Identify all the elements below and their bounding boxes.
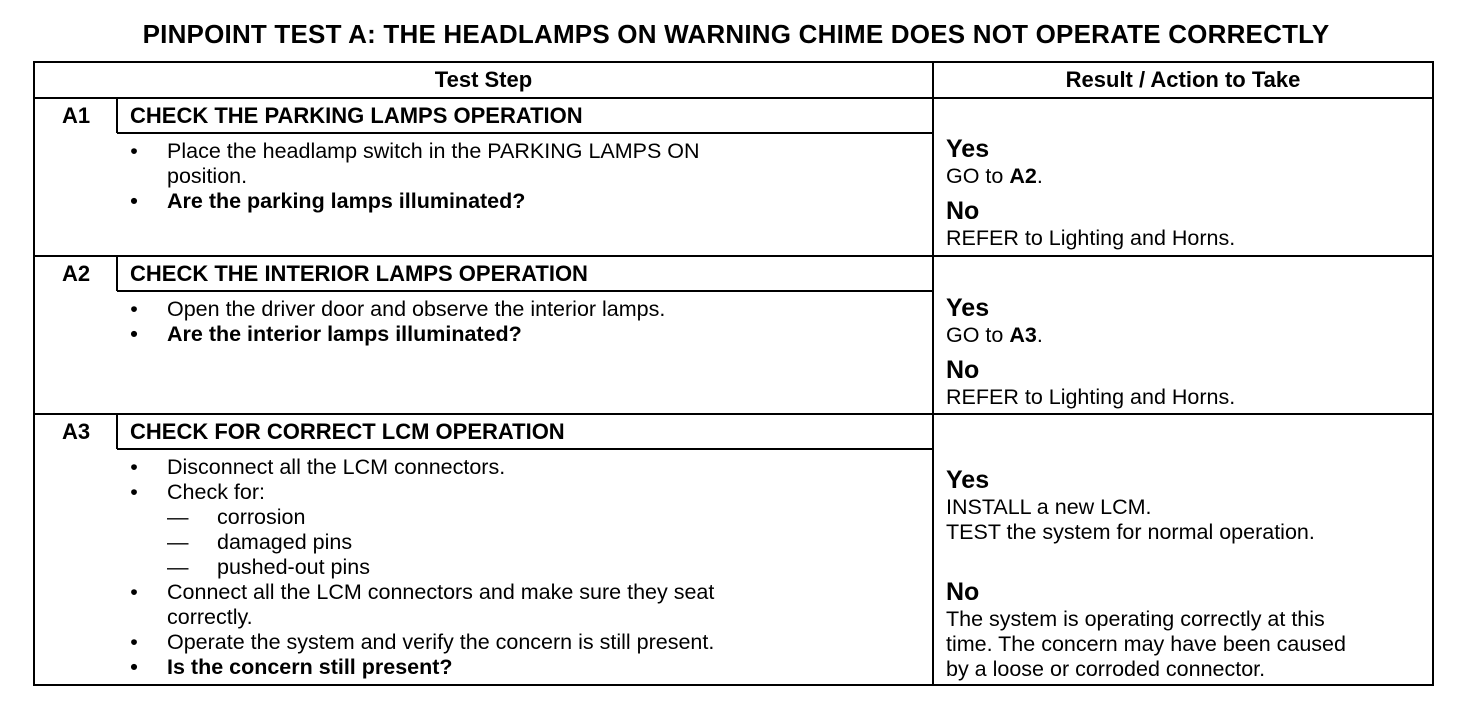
result-no-action: REFER to Lighting and Horns. [946,385,1236,409]
step-title: CHECK FOR CORRECT LCM OPERATION [130,419,565,444]
list-item-question: • Is the concern still present? [127,655,927,680]
result-yes-label: Yes [946,294,990,322]
step-instructions [127,455,927,680]
pinpoint-test-table [33,61,1434,686]
result-no-label: No [946,578,980,606]
sub-item: — pushed-out pins [167,555,370,579]
sub-item: — damaged pins [167,530,353,554]
bullet-icon: • [130,630,138,654]
step-title: CHECK THE PARKING LAMPS OPERATION [130,103,583,128]
list-item-question: • Are the interior lamps illuminated? [127,322,927,347]
bullet-icon: • [130,189,138,213]
header-result: Result / Action to Take [1065,67,1301,92]
dash-icon: — [167,530,189,554]
result-yes-label: Yes [946,135,990,163]
header-test-step: Test Step [434,67,533,92]
result-no-label: No [946,356,980,384]
list-item: • Operate the system and verify the concern is still present. [127,630,927,655]
step-id: A2 [61,261,91,286]
result-no-action: The system is operating correctly at this [946,607,1325,631]
step-title: CHECK THE INTERIOR LAMPS OPERATION [130,261,588,286]
list-item-question: • Are the parking lamps illuminated? [127,189,927,214]
list-item: • Connect all the LCM connectors and make sure they seat [127,580,927,605]
bullet-icon: • [130,322,138,346]
step-result [946,135,1436,251]
result-yes-action: INSTALL a new LCM. [946,495,1152,519]
bullet-icon: • [130,139,138,163]
result-no-label: No [946,197,980,225]
sub-item: — corrosion [167,505,306,529]
result-yes-action: TEST the system for normal operation. [946,520,1315,544]
bullet-icon: • [130,655,138,679]
column-divider [932,63,934,684]
result-yes-action: GO to A2. [946,164,1043,188]
bullet-icon: • [130,580,138,604]
step-id: A3 [61,419,91,444]
result-no-action: time. The concern may have been caused [946,632,1346,656]
list-item: • Place the headlamp switch in the PARKING LAMPS ON [127,139,927,164]
list-item-continuation: correctly. [167,605,253,629]
list-item: • Check for: [127,480,927,505]
result-yes-action: GO to A3. [946,323,1043,347]
bullet-icon: • [130,455,138,479]
bullet-icon: • [130,297,138,321]
step-instructions [127,139,927,214]
result-no-action: REFER to Lighting and Horns. [946,226,1236,250]
page-title: PINPOINT TEST A: THE HEADLAMPS ON WARNING CHIME DOES NOT OPERATE CORRECTLY [142,19,1330,49]
result-yes-label: Yes [946,466,990,494]
bullet-icon: • [130,480,138,504]
step-result [946,466,1436,682]
step-instructions [127,297,927,347]
dash-icon: — [167,505,189,529]
result-no-action: by a loose or corroded connector. [946,657,1266,681]
list-item: • Open the driver door and observe the interior lamps. [127,297,927,322]
step-id: A1 [61,103,91,128]
dash-icon: — [167,555,189,579]
step-result [946,294,1436,410]
list-item-continuation: position. [167,164,248,188]
list-item: • Disconnect all the LCM connectors. [127,455,927,480]
